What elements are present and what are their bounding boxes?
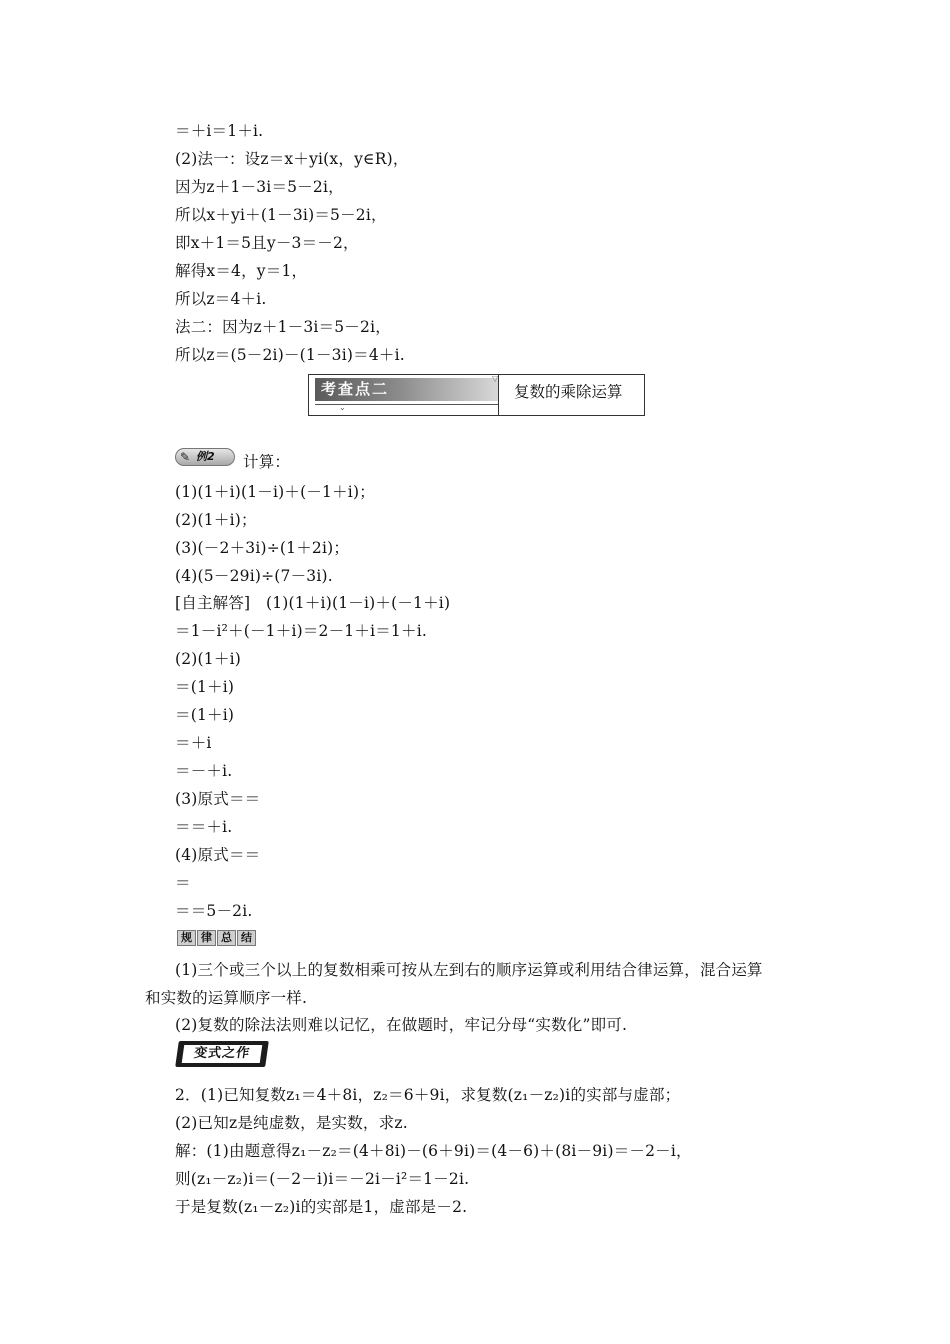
summary-badge-char: 规: [177, 930, 196, 946]
solution-line: ＝＋i: [175, 734, 212, 752]
solution-line: ＝(1＋i): [175, 706, 235, 724]
text-line: (2)法一：设z＝x＋yi(x，y∈R)，: [175, 150, 409, 168]
variant-label: 变式之作: [182, 1045, 263, 1063]
variant-badge: [175, 1041, 269, 1067]
solution-line: ＝: [175, 874, 191, 892]
summary-line: 和实数的运算顺序一样.: [145, 989, 308, 1007]
summary-badge-char: 律: [197, 930, 216, 946]
problem-line: (1)(1＋i)(1－i)＋(－1＋i)；: [175, 483, 375, 501]
example-label: 例2: [196, 450, 215, 463]
summary-badge: [177, 930, 256, 946]
solution-line: ＝－＋i.: [175, 762, 233, 780]
pen-icon: ✎: [180, 450, 191, 464]
solution-line: (2)(1＋i): [175, 650, 241, 668]
text-line: 法二：因为z＋1－3i＝5－2i，: [175, 318, 391, 336]
variant-line: (2)已知z是纯虚数，是实数，求z.: [175, 1114, 408, 1132]
solution-line: ＝(1＋i): [175, 678, 235, 696]
solution-line: ＝1－i²＋(－1＋i)＝2－1＋i＝1＋i.: [175, 622, 427, 640]
solution-line: [自主解答] (1)(1＋i)(1－i)＋(－1＋i): [175, 594, 451, 612]
chevron-down-icon: ⌄: [339, 403, 346, 412]
example-prompt: 计算：: [243, 453, 291, 471]
text-line: 解得x＝4，y＝1，: [175, 262, 308, 280]
summary-line: (2)复数的除法法则难以记忆，在做题时，牢记分母“实数化”即可.: [175, 1016, 628, 1034]
example-badge: [175, 448, 235, 466]
summary-line: (1)三个或三个以上的复数相乘可按从左到右的顺序运算或利用结合律运算，混合运算: [175, 961, 763, 979]
section-title: 复数的乘除运算: [514, 383, 623, 401]
text-line: 所以z＝4＋i.: [175, 290, 267, 308]
problem-line: (2)(1＋i)；: [175, 511, 257, 529]
variant-line: 2．(1)已知复数z₁＝4＋8i，z₂＝6＋9i，求复数(z₁－z₂)i的实部与虚部；: [175, 1086, 681, 1104]
divider: [498, 375, 499, 415]
text-line: 所以z＝(5－2i)－(1－3i)＝4＋i.: [175, 346, 405, 364]
solution-line: (4)原式＝＝: [175, 846, 261, 864]
chevron-down-icon: ▽: [492, 374, 499, 383]
variant-line: 解：(1)由题意得z₁－z₂＝(4＋8i)－(6＋9i)＝(4－6)＋(8i－9i)＝－2－i，: [175, 1142, 692, 1160]
text-line: 即x＋1＝5且y－3＝－2，: [175, 234, 359, 252]
problem-line: (3)(－2＋3i)÷(1＋2i)；: [175, 539, 350, 557]
solution-line: (3)原式＝＝: [175, 790, 261, 808]
solution-line: ＝＝5－2i.: [175, 902, 253, 920]
text-line: ＝＋i＝1＋i.: [175, 122, 264, 140]
problem-line: (4)(5－29i)÷(7－3i).: [175, 567, 333, 585]
text-line: 因为z＋1－3i＝5－2i，: [175, 178, 344, 196]
section-label: 考查点二: [315, 378, 498, 401]
summary-badge-char: 总: [217, 930, 236, 946]
text-line: 所以x＋yi＋(1－3i)＝5－2i，: [175, 206, 387, 224]
variant-line: 则(z₁－z₂)i＝(－2－i)i＝－2i－i²＝1－2i.: [175, 1170, 470, 1188]
summary-badge-char: 结: [237, 930, 256, 946]
section-header-box: [308, 374, 645, 416]
variant-line: 于是复数(z₁－z₂)i的实部是1，虚部是－2.: [175, 1198, 468, 1216]
solution-line: ＝＝＋i.: [175, 818, 233, 836]
